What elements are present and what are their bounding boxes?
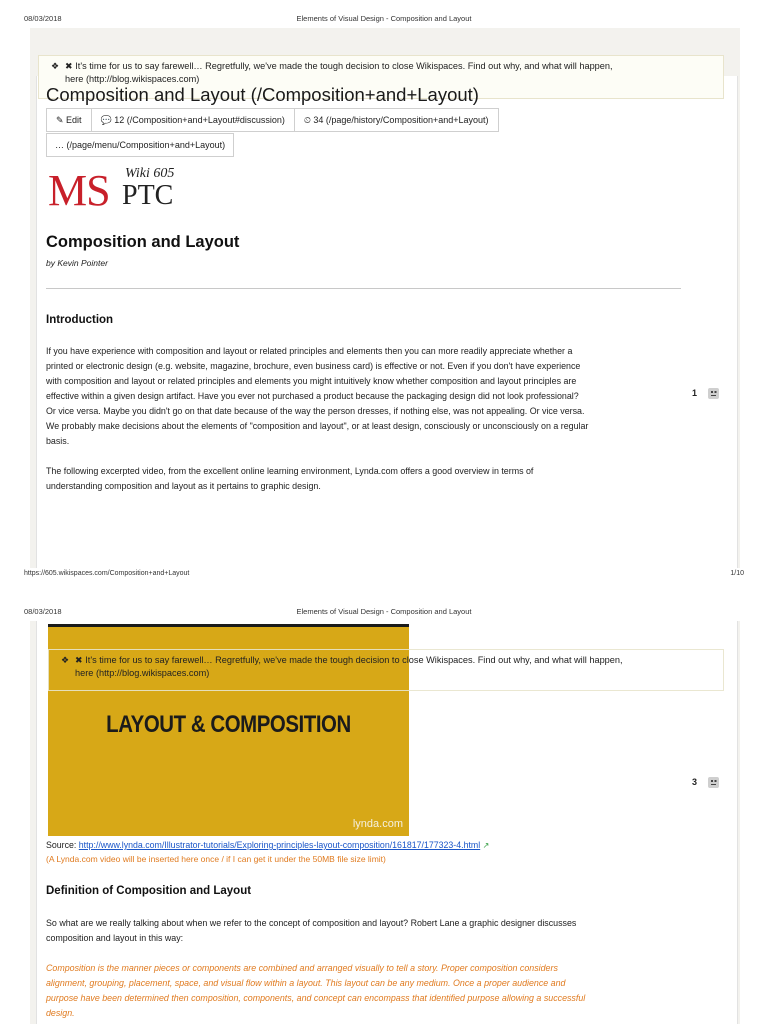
video-intro-line: The following excerpted video, from the excellent online learning environment, Lynda.com offers a good overview in terms of [46,466,534,476]
page-title: Composition and Layout (/Composition+and+Layout) [46,84,479,105]
source-label: Source: [46,840,79,850]
discussion-button[interactable]: 💬 12 (/Composition+and+Layout#discussion) [91,108,295,132]
byline: by Kevin Pointer [46,258,108,268]
intro-line: If you have experience with composition and layout or related principles and elements then you can more readily appreciate whether a [46,346,573,356]
print-header-1 [0,14,768,28]
intro-line: basis. [46,436,70,446]
comment-icon[interactable] [708,777,719,788]
intro-line: We probably make decisions about the elements of "composition and layout", or at least design, consciously or unconsciously on a regular [46,421,589,431]
intro-line: printed or electronic design (e.g. website, magazine, brochure, even business card) is effective or not. Even if you don't have experience [46,361,581,371]
notice-line-1: ✖ It's time for us to say farewell… Regretfully, we've made the tough decision to close Wikispaces. Find out why, and what will happen, [75,655,623,665]
source-link[interactable]: http://www.lynda.com/Illustrator-tutorials/Exploring-principles-layout-composition/161817/177323-4.html [78,840,481,850]
farewell-notice [48,649,724,691]
intro-line: with composition and layout or related principles and elements you might intuitively know whether composition and layout principles are [46,376,577,386]
lane-quote [46,961,686,1021]
mspt-logo [48,168,198,214]
alert-icon: ❖ [61,655,70,665]
comment-icon[interactable] [708,388,719,399]
quote-line: alignment, grouping, placement, space, and visual flow within a layout. This layout can be any medium. Once a proper audience and [46,978,566,988]
source-note: (A Lynda.com video will be inserted here once / if I can get it under the 50MB file size limit) [46,854,386,864]
more-menu-button[interactable]: … (/page/menu/Composition+and+Layout) [46,133,234,157]
intro-line: effective within a given design artifact. Have you ever not purchased a product because the packaging design did not look professional? [46,391,579,401]
video-title: LAYOUT & COMPOSITION [106,711,351,738]
print-header-2 [0,607,768,621]
history-button[interactable]: ⏲ 34 (/page/history/Composition+and+Layout) [294,108,499,132]
video-intro-paragraph [46,464,686,494]
logo-ms: MS [48,166,110,215]
definition-heading: Definition of Composition and Layout [46,885,252,897]
lynda-logo: lynda.com [352,818,403,830]
notice-line-2[interactable]: here (http://blog.wikispaces.com) [65,74,200,84]
edit-button[interactable]: ✎ Edit [46,108,92,132]
divider [46,288,681,289]
print-date: 08/03/2018 [24,607,62,616]
intro-paragraph [46,344,686,449]
definition-paragraph [46,916,686,946]
source-line [46,840,489,850]
external-link-icon: ↗ [482,841,490,850]
quote-line: Composition is the manner pieces or components are combined and arranged visually to tell a story. Proper composition considers [46,963,558,973]
definition-line: So what are we really talking about when we refer to the concept of composition and layout? Robert Lane a graphic designer discusses [46,918,577,928]
logo-wiki: Wiki 605 [125,166,175,181]
footer-page: 1/10 [730,570,744,577]
print-title: Elements of Visual Design - Composition and Layout [296,607,472,616]
page-toolbar [46,108,498,132]
notice-line-1: ✖ It's time for us to say farewell… Regretfully, we've made the tough decision to close Wikispaces. Find out why, and what will happen, [65,61,613,71]
footer-url: https://605.wikispaces.com/Composition+and+Layout [24,570,190,577]
intro-line: Or vice versa. Maybe you didn't go on that date because of the way the person dresses, if nothing else, was not appealing. Or vice versa. [46,406,585,416]
quote-line: purpose have been determined then composition, components, and concept can encompass that identified purpose allowing a successful [46,993,586,1003]
definition-line: composition and layout in this way: [46,933,184,943]
comment-count[interactable]: 1 [692,388,698,398]
article-heading: Composition and Layout [46,233,240,251]
print-date: 08/03/2018 [24,14,62,23]
print-title: Elements of Visual Design - Composition and Layout [296,14,472,23]
logo-ptc: PTC [122,180,174,211]
notice-line-2[interactable]: here (http://blog.wikispaces.com) [75,668,210,678]
comment-count[interactable]: 3 [692,777,698,787]
quote-line: design. [46,1008,75,1018]
video-intro-line: understanding composition and layout as it pertains to graphic design. [46,481,321,491]
intro-heading: Introduction [46,314,114,326]
alert-icon: ❖ [51,61,60,71]
